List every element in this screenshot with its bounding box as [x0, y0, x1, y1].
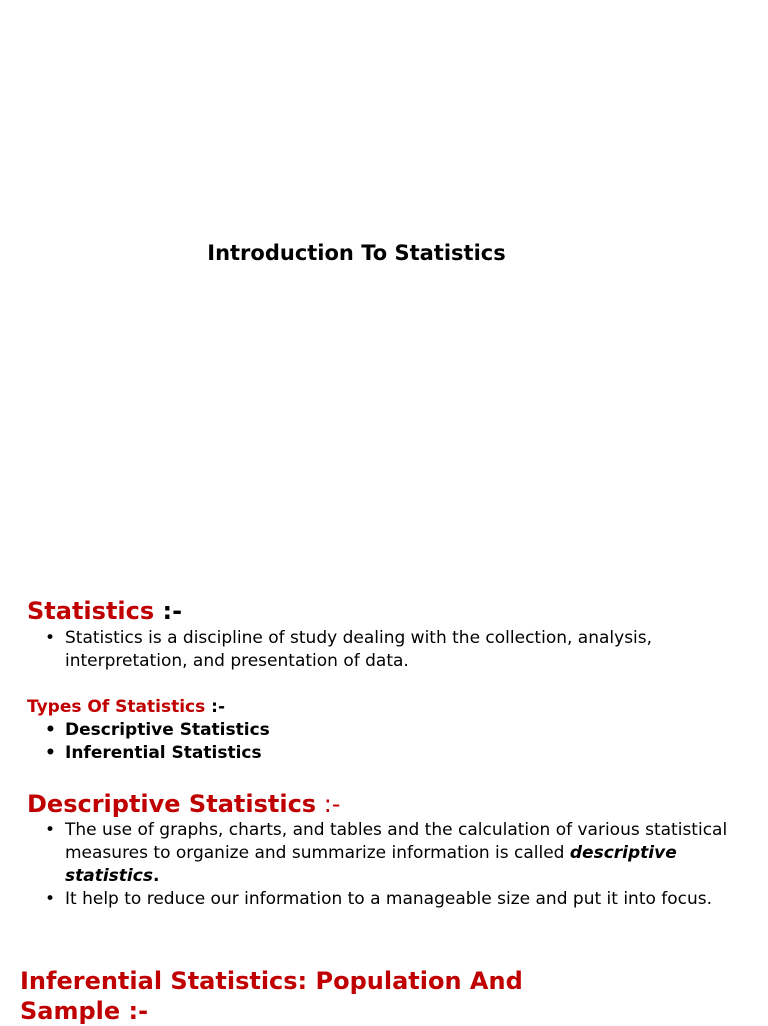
- types-bullet-inferential: • Inferential Statistics: [45, 742, 745, 765]
- descriptive-heading: [27, 789, 340, 819]
- document-title: Introduction To Statistics: [207, 241, 506, 265]
- descriptive-bullet-list: [45, 819, 745, 911]
- descriptive-heading-suffix: :-: [316, 790, 341, 818]
- types-heading-text: Types Of Statistics: [27, 697, 206, 717]
- types-bullet-descriptive: • Descriptive Statistics: [45, 719, 745, 742]
- descriptive-bullet-definition: [45, 819, 745, 888]
- inferential-heading: Inferential Statistics: Population And Sample :-: [20, 967, 523, 1025]
- statistics-heading-suffix: :-: [154, 597, 183, 625]
- descriptive-bullet-purpose: • It help to reduce our information to a manageable size and put it into focus.: [45, 888, 745, 911]
- types-heading: [27, 696, 225, 718]
- descriptive-bullet-definition-end: .: [152, 866, 160, 886]
- statistics-bullet-list: [45, 627, 745, 673]
- statistics-definition-bullet: • Statistics is a discipline of study dealing with the collection, analysis, interpretation, and presentation of data.: [45, 627, 745, 673]
- descriptive-bullet-definition-emphasis: descriptive statistics: [65, 843, 677, 886]
- types-bullet-list: [45, 719, 745, 765]
- descriptive-bullet-definition-text: The use of graphs, charts, and tables and the calculation of various statistical measures to organize and summarize information is called: [65, 820, 728, 863]
- types-heading-suffix: :-: [205, 697, 226, 717]
- descriptive-heading-text: Descriptive Statistics: [27, 790, 317, 818]
- statistics-heading-text: Statistics: [27, 597, 155, 625]
- statistics-heading: [27, 596, 182, 626]
